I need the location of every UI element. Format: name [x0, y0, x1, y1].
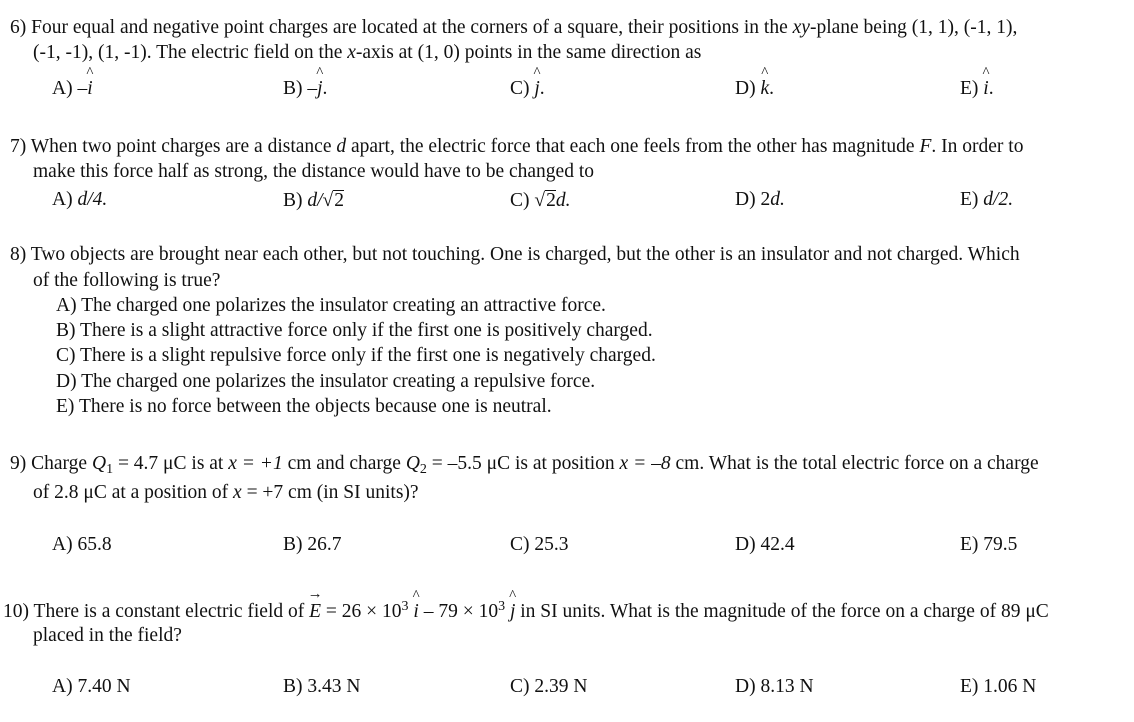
choice-label: A) — [52, 676, 73, 697]
question-text: = +1 — [236, 453, 283, 474]
question-text: Two objects are brought near each other, but not touching. One is charged, but the other is an insulator and not charged. Which — [30, 244, 1020, 265]
question-text: cm. What is the total electric force on a charge — [670, 453, 1039, 474]
choice-value: d. — [770, 189, 785, 210]
choice-value: 79.5 — [983, 534, 1018, 555]
choice-label: E) — [960, 189, 979, 210]
unit-vector: ^ i — [983, 79, 988, 99]
choice-value: 8.13 N — [760, 676, 814, 697]
unit-vector: ^ i — [87, 79, 92, 99]
choice-value: d. — [555, 190, 571, 211]
question-7-line-2: make this force half as strong, the distance would have to be changed to — [33, 161, 594, 182]
sign: – — [307, 78, 318, 99]
choice-label: A) — [52, 78, 73, 99]
choice-d[interactable] — [735, 535, 795, 555]
choice-label: C) — [510, 190, 530, 211]
subscript: 2 — [419, 462, 427, 477]
question-9-line-1 — [10, 454, 1039, 477]
choice-e[interactable] — [56, 397, 552, 417]
choice-b[interactable] — [283, 535, 342, 555]
choice-label: A) — [52, 534, 73, 555]
choice-value: 65.8 — [77, 534, 112, 555]
choice-value: 1.06 N — [983, 676, 1037, 697]
choice-value: 7.40 N — [77, 676, 131, 697]
choice-c[interactable] — [510, 190, 570, 211]
choice-text: The charged one polarizes the insulator creating an attractive force. — [81, 295, 606, 316]
variable: F — [919, 136, 932, 157]
question-text: apart, the electric force that each one feels from the other has magnitude — [346, 136, 920, 157]
question-text: of 2.8 μC at a position of — [33, 482, 234, 503]
question-text: . In order to — [931, 136, 1024, 157]
exponent: 3 — [401, 599, 409, 614]
choice-label: D) — [735, 676, 756, 697]
punctuation: . — [769, 78, 774, 99]
question-text: -plane being (1, 1), (-1, 1), — [809, 17, 1018, 38]
choice-value: d/4. — [77, 189, 108, 210]
sqrt-symbol: √ — [322, 190, 334, 211]
choice-value: d/2. — [983, 189, 1014, 210]
variable: x — [228, 453, 237, 474]
choice-label: D) — [735, 534, 756, 555]
choice-value: 2.39 N — [534, 676, 588, 697]
choice-c[interactable] — [510, 535, 569, 555]
choice-text: The charged one polarizes the insulator creating a repulsive force. — [81, 371, 596, 392]
question-text: = –5.5 μC is at position — [426, 453, 620, 474]
choice-e[interactable] — [960, 677, 1036, 697]
choice-value: 42.4 — [760, 534, 795, 555]
question-number: 8) — [10, 244, 27, 265]
question-text: Four equal and negative point charges are located at the corners of a square, their positions in the — [31, 17, 793, 38]
choice-label: B) — [283, 534, 303, 555]
subscript: 1 — [106, 462, 114, 477]
choice-a[interactable] — [52, 535, 112, 555]
choice-label: A) — [56, 295, 77, 316]
choice-label: B) — [283, 190, 303, 211]
choice-label: E) — [960, 78, 979, 99]
question-text: There is a constant electric field of — [33, 601, 310, 622]
question-text: = 4.7 μC is at — [113, 453, 229, 474]
question-8-line-1 — [10, 245, 1020, 265]
choice-b[interactable] — [56, 321, 653, 341]
radicand: 2 — [334, 190, 344, 211]
choice-label: C) — [56, 345, 76, 366]
sign: – — [77, 78, 88, 99]
choice-d[interactable] — [735, 677, 814, 697]
choice-value: 2 — [760, 189, 771, 210]
choice-text: There is a slight repulsive force only if the first one is negatively charged. — [80, 345, 656, 366]
question-number: 10) — [3, 601, 29, 622]
variable: x — [619, 453, 629, 474]
choice-label: C) — [510, 534, 530, 555]
unit-vector: ^ j — [510, 602, 515, 622]
question-text: = +7 cm (in SI units)? — [241, 482, 419, 503]
choice-c[interactable] — [510, 79, 545, 99]
unit-vector: ^ i — [413, 602, 418, 622]
choice-label: C) — [510, 78, 530, 99]
choice-e[interactable] — [960, 190, 1013, 210]
choice-label: E) — [960, 534, 979, 555]
choice-a[interactable] — [52, 677, 131, 697]
choice-label: B) — [283, 676, 303, 697]
question-10-line-2: placed in the field? — [33, 625, 182, 646]
choice-label: E) — [56, 396, 75, 417]
choice-b[interactable] — [283, 79, 327, 99]
question-number: 9) — [10, 453, 27, 474]
choice-label: D) — [56, 371, 77, 392]
question-text: (-1, -1), (1, -1). The electric field on the — [33, 42, 348, 63]
choice-label: A) — [52, 189, 73, 210]
question-6-line-1 — [10, 18, 1017, 38]
choice-d[interactable] — [735, 190, 785, 210]
choice-text: There is a slight attractive force only if the first one is positively charged. — [80, 320, 653, 341]
question-text: -axis at (1, 0) points in the same direction as — [355, 42, 702, 63]
choice-e[interactable] — [960, 535, 1017, 555]
choice-a[interactable] — [52, 190, 107, 210]
exponent: 3 — [498, 599, 506, 614]
choice-label: E) — [960, 676, 979, 697]
question-10-line-1 — [3, 600, 1049, 622]
variable: x — [347, 42, 356, 63]
choice-a[interactable] — [52, 79, 93, 99]
variable: Q — [91, 453, 107, 474]
choice-label: B) — [283, 78, 303, 99]
choice-d[interactable] — [56, 372, 595, 392]
variable: Q — [405, 453, 420, 474]
choice-b[interactable] — [283, 677, 360, 697]
question-number: 6) — [10, 17, 27, 38]
question-text: Charge — [31, 453, 92, 474]
question-8-line-2: of the following is true? — [33, 270, 221, 291]
choice-value: d/ — [307, 190, 323, 211]
question-6-line-2 — [33, 43, 701, 63]
choice-c[interactable] — [510, 677, 587, 697]
choice-text: There is no force between the objects because one is neutral. — [78, 396, 552, 417]
choice-a[interactable] — [56, 296, 606, 316]
question-9-line-2 — [33, 483, 419, 503]
question-text: = 26 × 10 — [321, 601, 402, 622]
question-7-line-1 — [10, 137, 1023, 157]
choice-value: 26.7 — [307, 534, 342, 555]
choice-label: D) — [735, 78, 756, 99]
punctuation: . — [539, 78, 545, 99]
unit-vector: ^ j — [534, 79, 539, 99]
choice-label: B) — [56, 320, 76, 341]
question-text: cm and charge — [282, 453, 406, 474]
variable: d — [336, 136, 347, 157]
punctuation: . — [322, 78, 328, 99]
choice-c[interactable] — [56, 346, 656, 366]
question-text: – 79 × 10 — [418, 601, 499, 622]
variable: xy — [792, 17, 810, 38]
choice-d[interactable] — [735, 79, 774, 99]
field-vector: → E — [309, 602, 321, 622]
question-text: When two point charges are a distance — [30, 136, 337, 157]
choice-value: 25.3 — [534, 534, 569, 555]
unit-vector: ^ j — [317, 79, 322, 99]
question-text: in SI units. What is the magnitude of the force on a charge of 89 μC — [515, 601, 1049, 622]
punctuation: . — [988, 78, 994, 99]
choice-label: C) — [510, 676, 530, 697]
question-text: = –8 — [628, 453, 671, 474]
choice-label: D) — [735, 189, 756, 210]
unit-vector: ^ k — [760, 79, 769, 99]
choice-value: 3.43 N — [307, 676, 361, 697]
radicand: 2 — [546, 190, 556, 211]
choice-e[interactable] — [960, 79, 994, 99]
sqrt-symbol: √ — [534, 190, 546, 211]
question-number: 7) — [10, 136, 27, 157]
variable: x — [233, 482, 242, 503]
choice-b[interactable] — [283, 190, 344, 211]
